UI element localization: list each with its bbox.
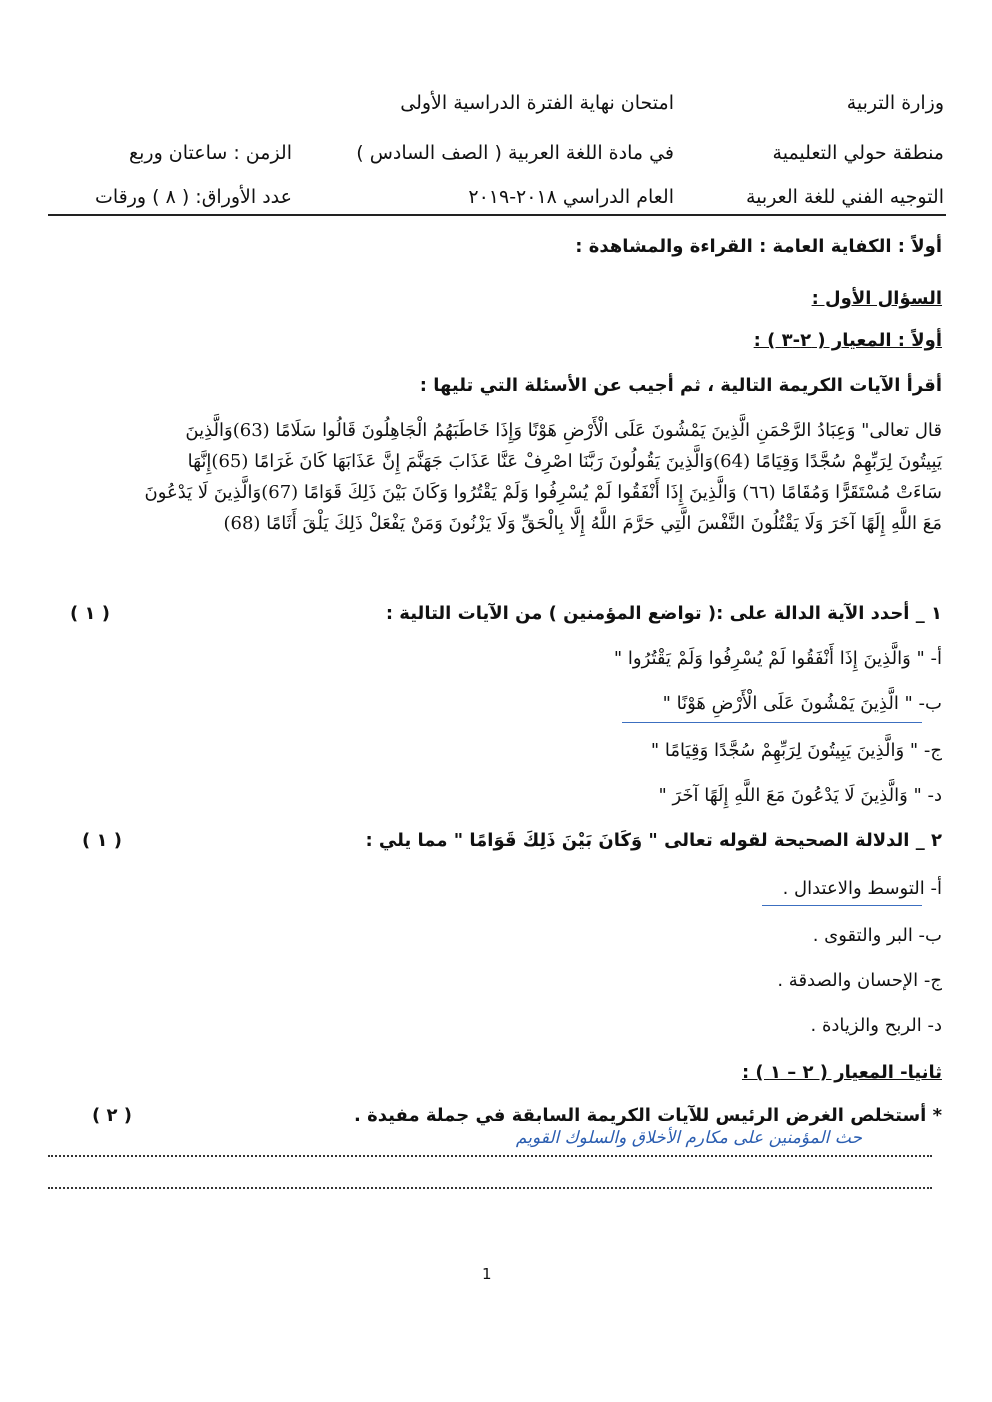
q2-option-c[interactable]: ج- الإحسان والصدقة . <box>777 970 942 991</box>
question-2-mark: ( ١ ) <box>82 830 122 851</box>
q1-option-b[interactable]: ب- " الَّذِينَ يَمْشُونَ عَلَى الْأَرْضِ هَوْنًا " <box>662 693 942 714</box>
q1-option-d[interactable]: د- " وَالَّذِينَ لَا يَدْعُونَ مَعَ اللَّهِ إِلَهًا آخَرَ " <box>658 785 942 806</box>
answer-line[interactable] <box>48 1187 932 1189</box>
school-year: العام الدراسي ٢٠١٨-٢٠١٩ <box>468 186 674 208</box>
answer-underline <box>622 722 922 723</box>
answer-underline <box>762 905 922 906</box>
verse-line: قال تعالى" وَعِبَادُ الرَّحْمَنِ الَّذِينَ يَمْشُونَ عَلَى الْأَرْضِ هَوْنًا وَإِذَا خَاطَبَهُمُ الْجَاهِلُونَ قَالُوا سَلَامًا (63)وَالَّذِينَ <box>185 420 942 441</box>
purpose-question-prompt: * أستخلص الغرض الرئيس للآيات الكريمة السابقة في جملة مفيدة . <box>354 1105 942 1126</box>
purpose-question-mark: ( ٢ ) <box>92 1105 132 1126</box>
page-number: 1 <box>482 1265 492 1283</box>
verse-line: يَبِيتُونَ لِرَبِّهِمْ سُجَّدًا وَقِيَامًا (64)وَالَّذِينَ يَقُولُونَ رَبَّنَا اصْرِفْ عَنَّا عَذَابَ جَهَنَّمَ إِنَّ عَذَابَهَا كَانَ غَرَامًا (65)إِنَّهَا <box>187 451 942 472</box>
exam-title: امتحان نهاية الفترة الدراسية الأولى <box>400 92 674 114</box>
zone-name: منطقة حولي التعليمية <box>772 142 944 164</box>
q1-option-a[interactable]: أ- " وَالَّذِينَ إِذَا أَنْفَقُوا لَمْ يُسْرِفُوا وَلَمْ يَقْتُرُوا " <box>613 648 942 669</box>
answer-line[interactable] <box>48 1155 932 1157</box>
competency-heading: أولاً : الكفاية العامة : القراءة والمشاهدة : <box>575 236 942 257</box>
question-1-mark: ( ١ ) <box>70 603 110 624</box>
verse-line: مَعَ اللَّهِ إِلَهًا آخَرَ وَلَا يَقْتُلُونَ النَّفْسَ الَّتِي حَرَّمَ اللَّهُ إِلَّا بِالْحَقِّ وَلَا يَزْنُونَ وَمَنْ يَفْعَلْ ذَلِكَ يَلْقَ أَثَامًا (68) <box>223 513 942 534</box>
standard-label: أولاً : المعيار ( ٢-٣ ) : <box>753 330 942 351</box>
handwritten-answer: حث المؤمنين على مكارم الأخلاق والسلوك القويم <box>515 1128 862 1148</box>
reading-instruction: أقرأ الآيات الكريمة التالية ، ثم أجيب عن الأسئلة التي تليها : <box>419 375 942 396</box>
question-one-title: السؤال الأول : <box>811 288 942 309</box>
q2-option-d[interactable]: د- الربح والزيادة . <box>810 1015 942 1036</box>
department-name: التوجيه الفني للغة العربية <box>745 186 944 208</box>
standard-2-label: ثانيا- المعيار ( ٢ – ١ ) : <box>741 1062 942 1083</box>
q2-option-a[interactable]: أ- التوسط والاعتدال . <box>782 878 942 899</box>
subject-line: في مادة اللغة العربية ( الصف السادس ) <box>356 142 674 164</box>
q1-option-c[interactable]: ج- " وَالَّذِينَ يَبِيتُونَ لِرَبِّهِمْ سُجَّدًا وَقِيَامًا " <box>650 740 942 761</box>
header-divider <box>48 214 946 216</box>
page-count: عدد الأوراق: ( ٨ ) ورقات <box>94 186 292 208</box>
question-1-prompt: ١ _ أحدد الآية الدالة على :( تواضع المؤمنين ) من الآيات التالية : <box>385 603 942 624</box>
exam-time: الزمن : ساعتان وربع <box>129 142 292 164</box>
question-2-prompt: ٢ _ الدلالة الصحيحة لقوله تعالى " وَكَانَ بَيْنَ ذَلِكَ قَوَامًا " مما يلي : <box>365 830 942 851</box>
verse-line: سَاءَتْ مُسْتَقَرًّا وَمُقَامًا (٦٦) وَالَّذِينَ إِذَا أَنْفَقُوا لَمْ يُسْرِفُوا وَلَمْ يَقْتُرُوا وَكَانَ بَيْنَ ذَلِكَ قَوَامًا (67)وَالَّذِينَ لَا يَدْعُونَ <box>144 482 942 503</box>
q2-option-b[interactable]: ب- البر والتقوى . <box>812 925 942 946</box>
ministry-name: وزارة التربية <box>846 92 944 114</box>
